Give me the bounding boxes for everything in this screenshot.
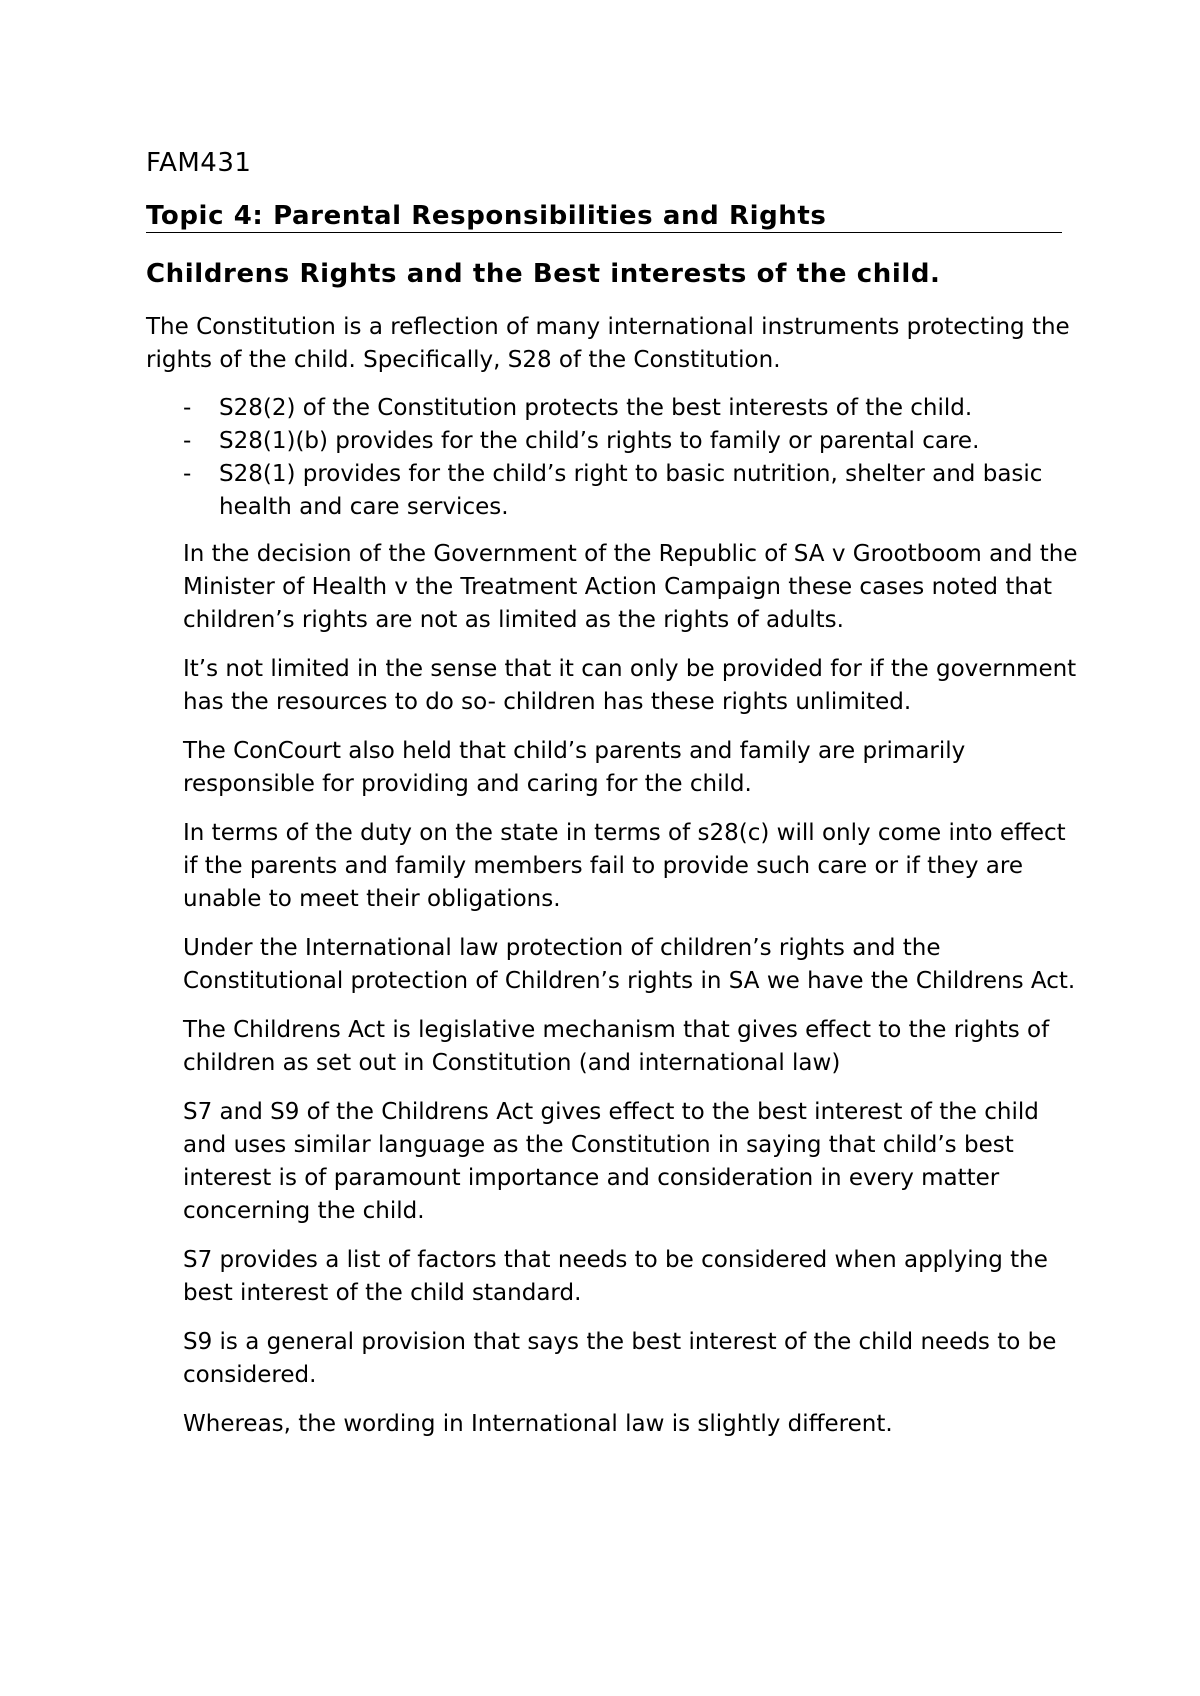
- paragraph-childrens-act: The Childrens Act is legislative mechanism that gives effect to the rights of children as set out in Constitution (and international law): [183, 1017, 1050, 1076]
- section-heading: Childrens Rights and the Best interests of the child.: [146, 259, 941, 289]
- bullet-marker: -: [183, 461, 192, 487]
- paragraph-s9: S9 is a general provision that says the best interest of the child needs to be considered.: [183, 1329, 1057, 1388]
- paragraph-s7: S7 provides a list of factors that needs to be considered when applying the best interest of the child standard.: [183, 1247, 1048, 1306]
- bullet-item: [146, 458, 1076, 524]
- paragraph-concourt: The ConCourt also held that child’s parents and family are primarily responsible for providing and caring for the child.: [183, 738, 966, 797]
- bullet-item: [146, 392, 1076, 425]
- intro-paragraph: The Constitution is a reflection of many international instruments protecting the rights of the child. Specifically, S28 of the Constitution.: [146, 314, 1070, 373]
- bullet-list: [146, 392, 1076, 524]
- paragraph-international-law: Under the International law protection of children’s rights and the Constitutional protection of Children’s rights in SA we have the Childrens Act.: [183, 935, 1076, 994]
- paragraph-state-duty: In terms of the duty on the state in terms of s28(c) will only come into effect if the parents and family members fail to provide such care or if they are unable to meet their obligations.: [183, 820, 1066, 912]
- paragraph-not-limited: It’s not limited in the sense that it can only be provided for if the government has the resources to do so- children has these rights unlimited.: [183, 656, 1077, 715]
- paragraph-s7-s9: S7 and S9 of the Childrens Act gives effect to the best interest of the child and uses similar language as the Constitution in saying that child’s best interest is of paramount importance and consideration in every matter concerning the child.: [183, 1099, 1039, 1224]
- bullet-marker: -: [183, 428, 192, 454]
- bullet-marker: -: [183, 395, 192, 421]
- paragraph-grootboom: In the decision of the Government of the Republic of SA v Grootboom and the Minister of Health v the Treatment Action Campaign these cases noted that children’s rights are not as limited as the rights of adults.: [183, 541, 1078, 633]
- topic-heading: Topic 4: Parental Responsibilities and Rights: [146, 201, 1062, 233]
- bullet-item: [146, 425, 1076, 458]
- body-text: [183, 538, 1083, 1457]
- bullet-text: S28(1) provides for the child’s right to basic nutrition, shelter and basic health and care services.: [219, 461, 1043, 520]
- paragraph-whereas: Whereas, the wording in International law is slightly different.: [183, 1411, 893, 1437]
- course-code: FAM431: [146, 148, 252, 178]
- bullet-text: S28(2) of the Constitution protects the best interests of the child.: [219, 395, 973, 421]
- bullet-text: S28(1)(b) provides for the child’s rights to family or parental care.: [219, 428, 980, 454]
